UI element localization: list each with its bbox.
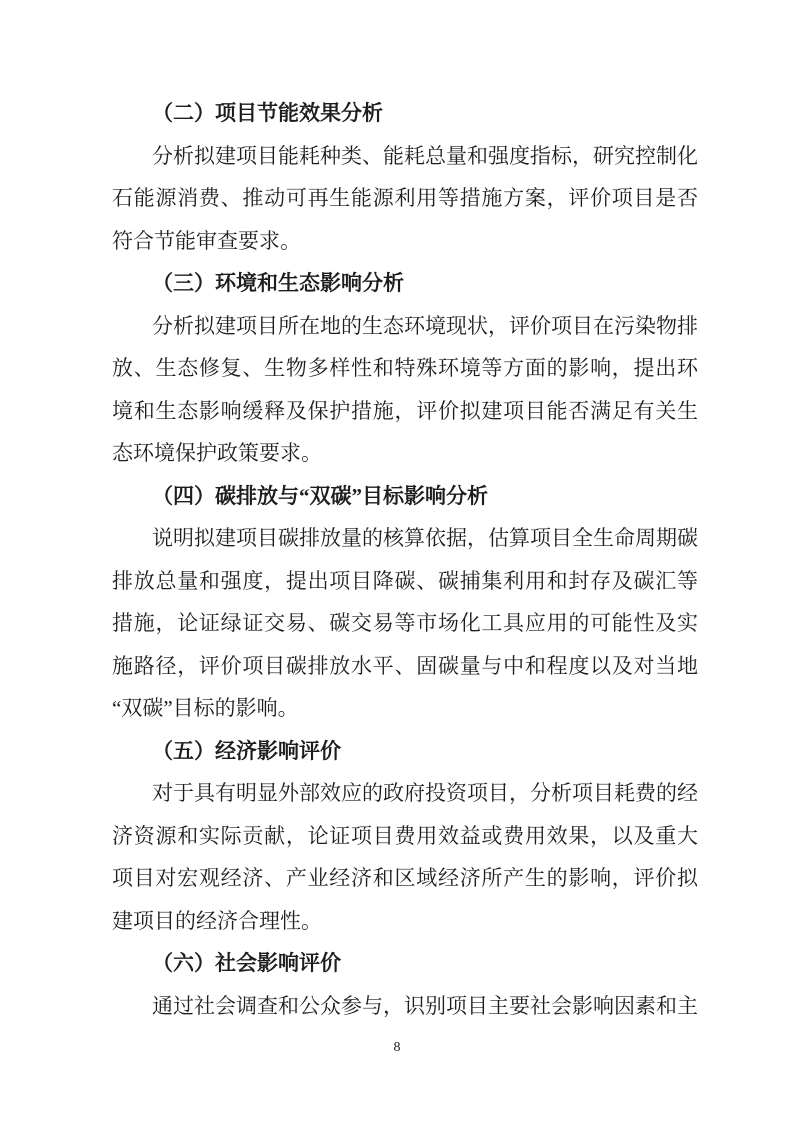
page-number: 8 <box>393 1040 401 1055</box>
document-section <box>112 730 698 943</box>
section-heading: （二）项目节能效果分析 <box>152 101 383 125</box>
section-heading: （五）经济影响评价 <box>152 738 341 763</box>
section-heading: （四）碳排放与“双碳”目标影响分析 <box>152 483 488 508</box>
section-paragraph: 对于具有明显外部效应的政府投资项目，分析项目耗费的经济资源和实际贡献，论证项目费用效益或费用效果，以及重大项目对宏观经济、产业经济和区域经济所产生的影响，评价拟建项目的经济合理性。 <box>112 781 698 933</box>
section-heading: （六）社会影响评价 <box>152 951 341 975</box>
page-footer <box>0 1038 794 1057</box>
section-paragraph: 分析拟建项目所在地的生态环境现状，评价项目在污染物排放、生态修复、生物多样性和特殊环境等方面的影响，提出环境和生态影响缓释及保护措施，评价拟建项目能否满足有关生态环境保护政策要求。 <box>112 313 698 465</box>
document-section <box>112 262 698 475</box>
section-heading: （三）环境和生态影响分析 <box>152 271 404 295</box>
document-section <box>112 942 698 1027</box>
document-body <box>112 92 698 1027</box>
section-paragraph: 说明拟建项目碳排放量的核算依据，估算项目全生命周期碳排放总量和强度，提出项目降碳、碳捕集利用和封存及碳汇等措施，论证绿证交易、碳交易等市场化工具应用的可能性及实施路径，评价项目碳排放水平、固碳量与中和程度以及对当地“双碳”目标的影响。 <box>112 526 698 720</box>
section-paragraph: 通过社会调查和公众参与，识别项目主要社会影响因素和主 <box>152 993 698 1018</box>
document-section <box>112 92 698 262</box>
document-section <box>112 475 698 730</box>
section-paragraph: 分析拟建项目能耗种类、能耗总量和强度指标，研究控制化石能源消费、推动可再生能源利用等措施方案，评价项目是否符合节能审查要求。 <box>112 143 698 253</box>
